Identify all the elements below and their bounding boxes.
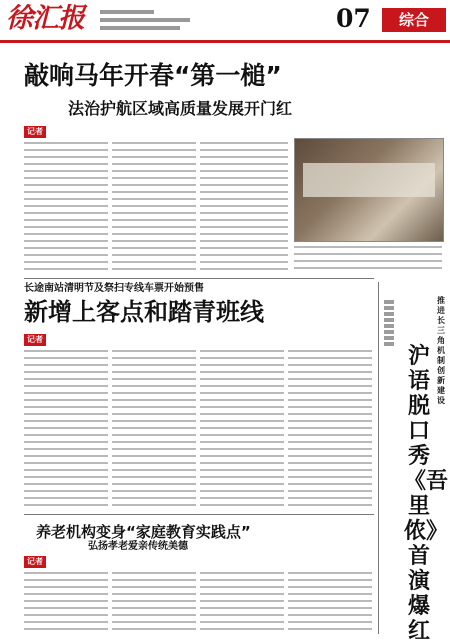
page-number: 07: [336, 4, 371, 33]
byline-tag: 记者: [24, 126, 46, 138]
article1-byline: [24, 126, 144, 138]
masthead-date-line: [100, 10, 154, 14]
article2-kicker: 长途南站清明节及祭扫专线车票开始预售: [24, 283, 204, 294]
article4-byline: [384, 300, 394, 346]
article1-column-1: [24, 142, 108, 274]
masthead-rule: [0, 40, 450, 43]
section-divider: [24, 514, 374, 515]
masthead-editor-line: [100, 18, 190, 22]
article2-byline: [24, 334, 124, 346]
article1-photo: [294, 138, 444, 242]
article2-column-2: [112, 350, 196, 506]
article3-byline: [24, 556, 124, 568]
article3-column-2: [112, 572, 196, 632]
newspaper-logo: 徐汇报: [6, 3, 84, 34]
article1-photo-caption: [294, 246, 442, 274]
section-tag: 综合: [382, 8, 446, 32]
article4-kicker: 推进长三角机制创新建设: [437, 296, 445, 405]
article3-column-3: [200, 572, 284, 632]
masthead-contact-line: [100, 26, 180, 30]
article3-headline: 养老机构变身“家庭教育实践点”: [36, 523, 251, 541]
column-divider: [378, 282, 379, 634]
byline-tag: 记者: [24, 334, 46, 346]
section-divider: [24, 278, 374, 279]
article2-headline: 新增上客点和踏青班线: [24, 298, 264, 326]
article1-subhead: 法治护航区域高质量发展开门红: [68, 99, 293, 118]
byline-tag: 记者: [24, 556, 46, 568]
article3-column-4: [288, 572, 372, 632]
article1-column-2: [112, 142, 196, 274]
article3-column-1: [24, 572, 108, 632]
article2-column-3: [200, 350, 284, 506]
masthead: [0, 0, 450, 44]
article1-column-3: [200, 142, 288, 274]
article2-column-4: [288, 350, 372, 506]
article2-column-1: [24, 350, 108, 506]
article3-subhead: 弘扬孝老爱亲传统美德: [88, 541, 188, 552]
article1-headline: 敲响马年开春“第一槌”: [24, 61, 282, 90]
article4-headline: 沪语脱口秀《吾里侬》首演爆红: [404, 344, 449, 644]
